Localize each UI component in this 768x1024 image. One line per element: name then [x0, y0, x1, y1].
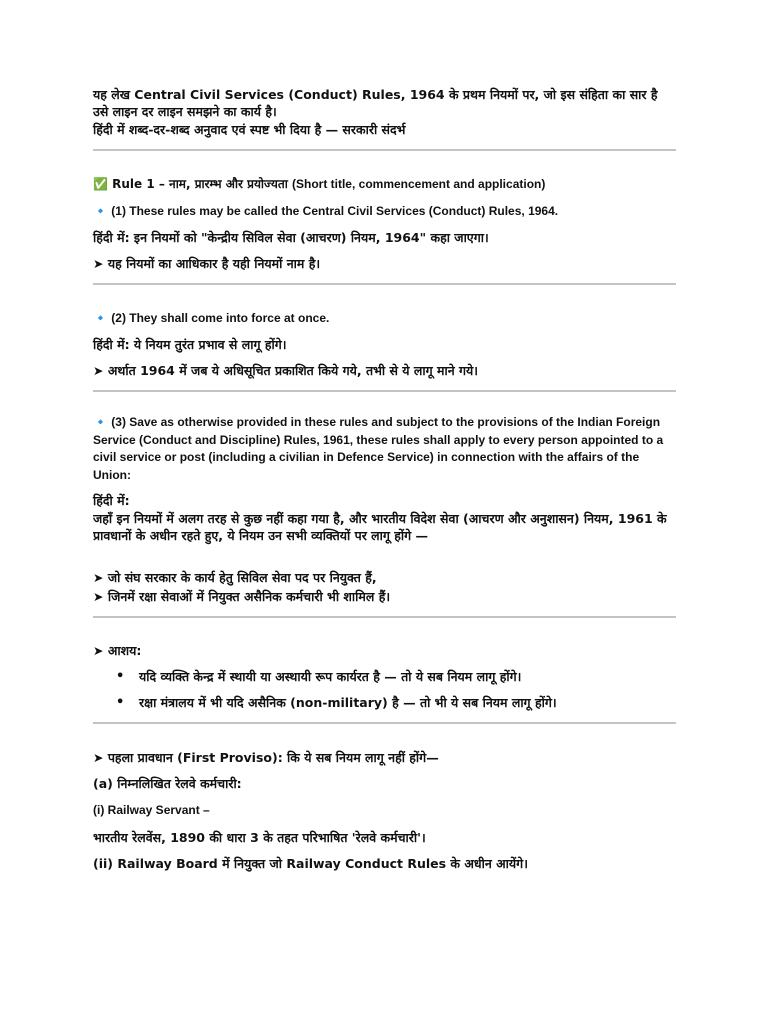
rule1-heading: [93, 176, 676, 193]
proviso-item-i: (i) Railway Servant –: [93, 803, 210, 817]
divider: [93, 390, 676, 392]
proviso-item-i-hindi: भारतीय रेलवेंस, 1890 की धारा 3 के तहत परिभाषित 'रेलवे कर्मचारी'।: [93, 830, 426, 845]
intro-line-2: हिंदी में शब्द-दर-शब्द अनुवाद एवं स्पष्ट भी दिया है — सरकारी संदर्भ: [93, 122, 406, 137]
divider: [93, 616, 676, 618]
proviso-clause-a: (a) निम्नलिखित रेलवे कर्मचारी:: [93, 776, 242, 791]
rule1-heading-english: (Short title, commencement and application): [291, 177, 546, 191]
intro-line-1: यह लेख Central Civil Services (Conduct) Rules, 1964 के प्रथम नियमों पर, जो इस संहिता का सार है उसे लाइन दर लाइन समझने का कार्य है।: [93, 87, 658, 119]
meaning-item-2: • रक्षा मंत्रालय में भी यदि असैनिक (non-military) है — तो भी ये सब नियम लागू होंगे।: [139, 694, 676, 711]
divider: [93, 283, 676, 285]
rule1-sub3-hindi-label: हिंदी में:: [93, 493, 130, 508]
meaning-item-1: • यदि व्यक्ति केन्द्र में स्थायी या अस्थायी रूप कार्यरत है — तो ये सब नियम लागू होंगे।: [139, 668, 676, 685]
divider: [93, 149, 676, 151]
proviso-heading: ➤ पहला प्रावधान (First Proviso): कि ये सब नियम लागू नहीं होंगे—: [93, 750, 439, 765]
rule1-heading-title: ✅ Rule 1 – नाम, प्रारम्भ और प्रयोज्यता: [93, 177, 292, 191]
rule1-sub1-note: ➤ यह नियमों का आधिकार है यही नियमों नाम है।: [93, 256, 321, 271]
document-body: [93, 86, 676, 872]
rule1-sub3-hindi-body: जहाँ इन नियमों में अलग तरह से कुछ नहीं कहा गया है, और भारतीय विदेश सेवा (आचरण और अनुशासन) नियम, 1961 के प्रावधानों के अधीन रहते हुए, ये नियम उन सभी व्यक्तियों पर लागू होंगे —: [93, 511, 667, 543]
rule1-sub1-hindi: हिंदी में: इन नियमों को "केन्द्रीय सिविल सेवा (आचरण) नियम, 1964" कहा जाएगा।: [93, 230, 489, 245]
rule1-sub3-english: 🔹 (3) Save as otherwise provided in these rules and subject to the provisions of the Indian Foreign Service (Conduct and Discipline) Rules, 1961, these rules shall apply to every person appointed to a civil service or post (including a civilian in Defence Service) in connection with the affairs of the Union:: [93, 415, 664, 482]
divider: [93, 722, 676, 724]
rule1-sub1-english: 🔹 (1) These rules may be called the Central Civil Services (Conduct) Rules, 1964.: [93, 204, 559, 218]
meaning-label: ➤ आशय:: [93, 643, 142, 658]
rule1-sub2-hindi: हिंदी में: ये नियम तुरंत प्रभाव से लागू होंगे।: [93, 337, 287, 352]
meaning-list: [93, 668, 676, 711]
rule1-sub2-english: 🔹 (2) They shall come into force at once.: [93, 311, 330, 325]
rule1-sub3-point-b: ➤ जिनमें रक्षा सेवाओं में नियुक्त असैनिक कर्मचारी भी शामिल हैं।: [93, 589, 391, 604]
rule1-sub3-point-a: ➤ जो संघ सरकार के कार्य हेतु सिविल सेवा पद पर नियुक्त हैं,: [93, 570, 377, 585]
rule1-sub2-note: ➤ अर्थात 1964 में जब ये अधिसूचित प्रकाशित किये गये, तभी से ये लागू माने गये।: [93, 363, 479, 378]
proviso-item-ii: (ii) Railway Board में नियुक्त जो Railway Conduct Rules के अधीन आयेंगे।: [93, 856, 528, 871]
